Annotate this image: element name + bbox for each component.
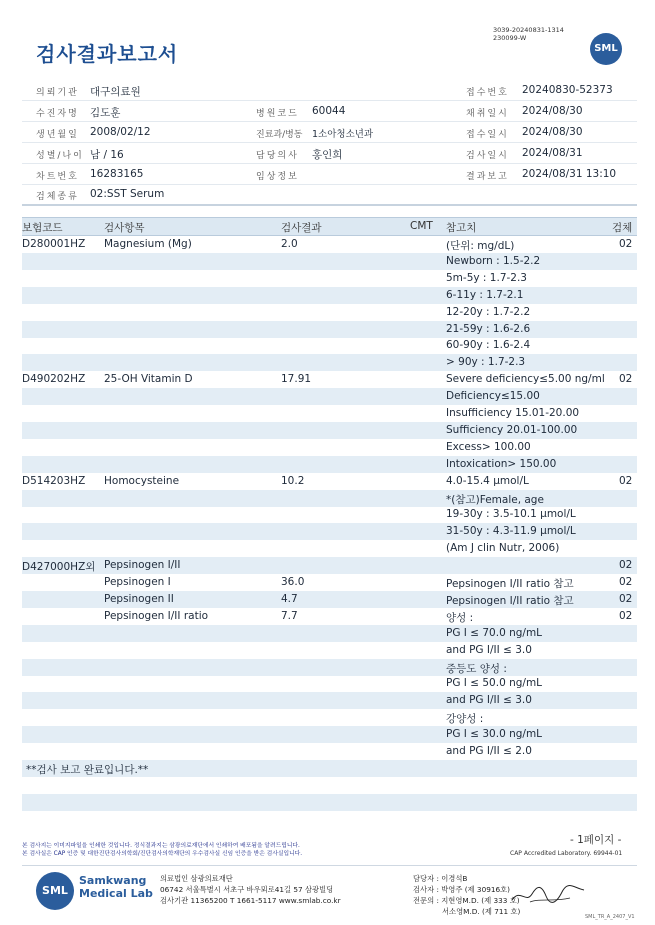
specimen-type-label: 검체종류: [36, 192, 79, 202]
table-row: [22, 456, 637, 473]
table-row: [22, 777, 637, 794]
table-row: [22, 608, 637, 625]
test-result: 17.91: [281, 373, 312, 386]
report-title: 검사결과보고서: [36, 42, 179, 66]
hospital-code-label: 병원코드: [256, 109, 299, 119]
table-row: [22, 692, 637, 709]
test-date-value: 2024/08/31: [522, 147, 583, 159]
table-row: [22, 642, 637, 659]
table-row: [22, 354, 637, 371]
table-row: [22, 236, 637, 253]
reference-range: 중등도 양성 :: [446, 662, 507, 675]
table-row: [22, 659, 637, 676]
collection-date-label: 채취일시: [466, 109, 509, 119]
table-row: [22, 574, 637, 591]
document-code-2: 230099-W: [493, 34, 527, 42]
reference-range: 19-30y : 3.5-10.1 μmol/L: [446, 508, 576, 521]
department-value: 1소아청소년과: [312, 129, 374, 140]
report-date-label: 결과보고: [466, 172, 509, 182]
specimen-code: 02: [619, 609, 633, 622]
test-result: 10.2: [281, 474, 305, 487]
table-row: [22, 557, 637, 574]
birth-date-value: 2008/02/12: [90, 126, 151, 138]
staff-specialist-1: 전문의 : 지현영M.D. (제 333 호): [413, 896, 520, 905]
reference-range: Pepsinogen I/II ratio 참고: [446, 578, 574, 590]
specimen-code: 02: [619, 474, 633, 487]
reference-range: and PG I/II ≤ 2.0: [446, 745, 532, 757]
reference-range: *(참고)Female, age: [446, 493, 544, 506]
doctor-label: 담당의사: [256, 151, 299, 161]
report-message: **검사 보고 완료입니다.**: [26, 763, 149, 776]
requesting-org-label: 의뢰기관: [36, 88, 79, 98]
specimen-code: 02: [619, 559, 633, 572]
chart-no-label: 차트번호: [36, 172, 79, 182]
reference-range: PG I ≤ 70.0 ng/mL: [446, 626, 543, 639]
staff-tester: 검사자 : 박영주 (제 30916호): [413, 885, 511, 894]
test-date-label: 검사일시: [466, 151, 509, 161]
table-row: [22, 439, 637, 456]
document-codes: [493, 26, 564, 42]
reference-range: 31-50y : 4.3-11.9 μmol/L: [446, 525, 576, 538]
patient-name-value: 김도훈: [90, 107, 121, 119]
info-row-6: [22, 184, 637, 206]
sex-age-value: 남 / 16: [90, 149, 124, 161]
insurance-code: D280001HZ: [22, 238, 86, 250]
report-date-value: 2024/08/31 13:10: [522, 168, 617, 180]
clinical-info-label: 임상정보: [256, 172, 299, 182]
table-row: [22, 405, 637, 422]
reference-range: Deficiency≤15.00: [446, 390, 540, 403]
org-name: 의료법인 삼광의료재단: [160, 874, 233, 883]
staff-info: [413, 873, 520, 917]
reference-range: Severe deficiency≤5.00 ng/ml: [446, 373, 605, 386]
reference-range: 6-11y : 1.7-2.1: [446, 288, 524, 301]
table-row: [22, 540, 637, 557]
test-name: 25-OH Vitamin D: [104, 373, 193, 386]
reference-range: 강양성 :: [446, 713, 484, 726]
test-name: Pepsinogen I/II: [104, 559, 181, 572]
header-code: 보험코드: [22, 222, 63, 234]
reference-range: (Am J clin Nutr, 2006): [446, 542, 560, 555]
table-row: [22, 675, 637, 692]
department-label: 진료과/병동: [256, 130, 303, 140]
footer-notice-1: 본 검사지는 이미지파일을 인쇄한 것입니다. 정식결과지는 삼광의료재단에서 인쇄하여 배포됨을 알려드립니다.: [22, 843, 300, 849]
info-row-1: [22, 80, 637, 101]
receipt-date-value: 2024/08/30: [522, 126, 583, 138]
cap-accreditation: CAP Accredited Laboratory. 69944-01: [510, 850, 623, 857]
footer-divider: [22, 865, 637, 866]
table-row: [22, 371, 637, 388]
reference-range: Intoxication> 150.00: [446, 457, 557, 470]
test-name: Pepsinogen II: [104, 592, 174, 605]
table-row: [22, 760, 637, 777]
table-row: [22, 811, 637, 828]
hospital-code-value: 60044: [312, 105, 346, 117]
reference-range: Sufficiency 20.01-100.00: [446, 423, 578, 436]
reference-range: Pepsinogen I/II ratio 참고: [446, 594, 574, 607]
test-result: 2.0: [281, 238, 298, 250]
receipt-no-label: 접수번호: [466, 88, 509, 98]
header-cmt: CMT: [410, 220, 433, 232]
specimen-code: 02: [619, 576, 633, 588]
insurance-code: D427000HZ외: [22, 561, 96, 574]
document-code-1: 3039-20240831-1314: [493, 26, 564, 34]
header-specimen: 검체: [612, 222, 633, 234]
specimen-code: 02: [619, 592, 633, 605]
insurance-code: D514203HZ: [22, 474, 86, 487]
table-row: [22, 321, 637, 338]
table-row: [22, 253, 637, 270]
table-row: [22, 506, 637, 523]
brand-name: [79, 874, 153, 900]
sex-age-label: 성별/나이: [36, 151, 84, 161]
staff-manager: 담당자 : 이경석B: [413, 874, 468, 883]
chart-no-value: 16283165: [90, 168, 144, 180]
doctor-value: 홍인희: [312, 149, 343, 161]
reference-range: 12-20y : 1.7-2.2: [446, 305, 531, 318]
table-row: [22, 337, 637, 354]
table-row: [22, 794, 637, 811]
patient-name-label: 수진자명: [36, 109, 79, 119]
table-row: [22, 304, 637, 321]
table-row: [22, 591, 637, 608]
reference-range: and PG I/II ≤ 3.0: [446, 643, 532, 656]
reference-range: 60-90y : 1.6-2.4: [446, 339, 531, 352]
org-contact: 검사기관 11365200 T 1661-5117 www.smlab.co.kr: [160, 896, 341, 905]
reference-range: 4.0-15.4 μmol/L: [446, 474, 529, 487]
table-row: [22, 523, 637, 540]
insurance-code: D490202HZ: [22, 373, 86, 386]
signature-icon: [510, 880, 590, 910]
reference-range: 5m-5y : 1.7-2.3: [446, 271, 527, 284]
table-row: [22, 388, 637, 405]
test-name: Magnesium (Mg): [104, 238, 192, 250]
sml-logo-footer: SML: [36, 872, 74, 910]
test-result: 36.0: [281, 576, 305, 588]
table-row: [22, 287, 637, 304]
table-row: [22, 743, 637, 760]
org-address: 06742 서울특별시 서초구 바우뫼로41길 57 삼광빌딩: [160, 885, 334, 894]
collection-date-value: 2024/08/30: [522, 105, 583, 117]
reference-range: Excess> 100.00: [446, 440, 531, 453]
table-row: [22, 270, 637, 287]
test-name: Homocysteine: [104, 474, 180, 487]
receipt-date-label: 접수일시: [466, 130, 509, 140]
requesting-org-value: 대구의료원: [90, 86, 141, 98]
reference-range: and PG I/II ≤ 3.0: [446, 694, 532, 707]
results-table-header: [22, 217, 637, 236]
table-row: [22, 490, 637, 507]
reference-range: 양성 :: [446, 611, 474, 624]
organization-info: [160, 873, 341, 906]
table-row: [22, 625, 637, 642]
info-row-4: [22, 143, 637, 164]
reference-range: PG I ≤ 30.0 ng/mL: [446, 728, 543, 741]
specimen-code: 02: [619, 238, 633, 250]
specimen-code: 02: [619, 373, 633, 386]
reference-range: Newborn : 1.5-2.2: [446, 254, 541, 267]
test-result: 4.7: [281, 592, 298, 605]
table-row: [22, 473, 637, 490]
receipt-no-value: 20240830-52373: [522, 84, 613, 96]
brand-line-1: Samkwang: [79, 874, 147, 887]
page-number: - 1페이지 -: [570, 834, 622, 846]
brand-line-2: Medical Lab: [79, 887, 153, 900]
specimen-type-value: 02:SST Serum: [90, 188, 165, 200]
info-row-3: [22, 122, 637, 143]
footer-notice-2: 본 검사실은 CAP 인증 및 대한진단검사의학회/진단검사의학재단의 우수검사실 신임 인증을 받은 검사실입니다.: [22, 851, 303, 857]
reference-range: Insufficiency 15.01-20.00: [446, 407, 580, 419]
header-result: 검사결과: [281, 222, 322, 234]
reference-range: (단위: mg/dL): [446, 240, 515, 252]
test-name: Pepsinogen I/II ratio: [104, 609, 209, 622]
header-reference: 참고치: [446, 222, 477, 234]
footer-notice: [22, 842, 302, 858]
birth-date-label: 생년월일: [36, 130, 79, 140]
info-row-2: [22, 101, 637, 122]
table-row: [22, 726, 637, 743]
staff-specialist-2: 서소영M.D. (제 711 호): [442, 907, 521, 916]
sml-logo: SML: [590, 33, 622, 65]
reference-range: > 90y : 1.7-2.3: [446, 356, 526, 369]
form-code: SML_TR_A_2407_V1: [585, 914, 635, 920]
test-result: 7.7: [281, 609, 298, 622]
table-row: [22, 422, 637, 439]
info-row-5: [22, 164, 637, 185]
table-row: [22, 709, 637, 726]
test-name: Pepsinogen I: [104, 576, 171, 588]
reference-range: PG I ≤ 50.0 ng/mL: [446, 677, 543, 690]
reference-range: 21-59y : 1.6-2.6: [446, 322, 531, 335]
header-test-name: 검사항목: [104, 222, 145, 234]
